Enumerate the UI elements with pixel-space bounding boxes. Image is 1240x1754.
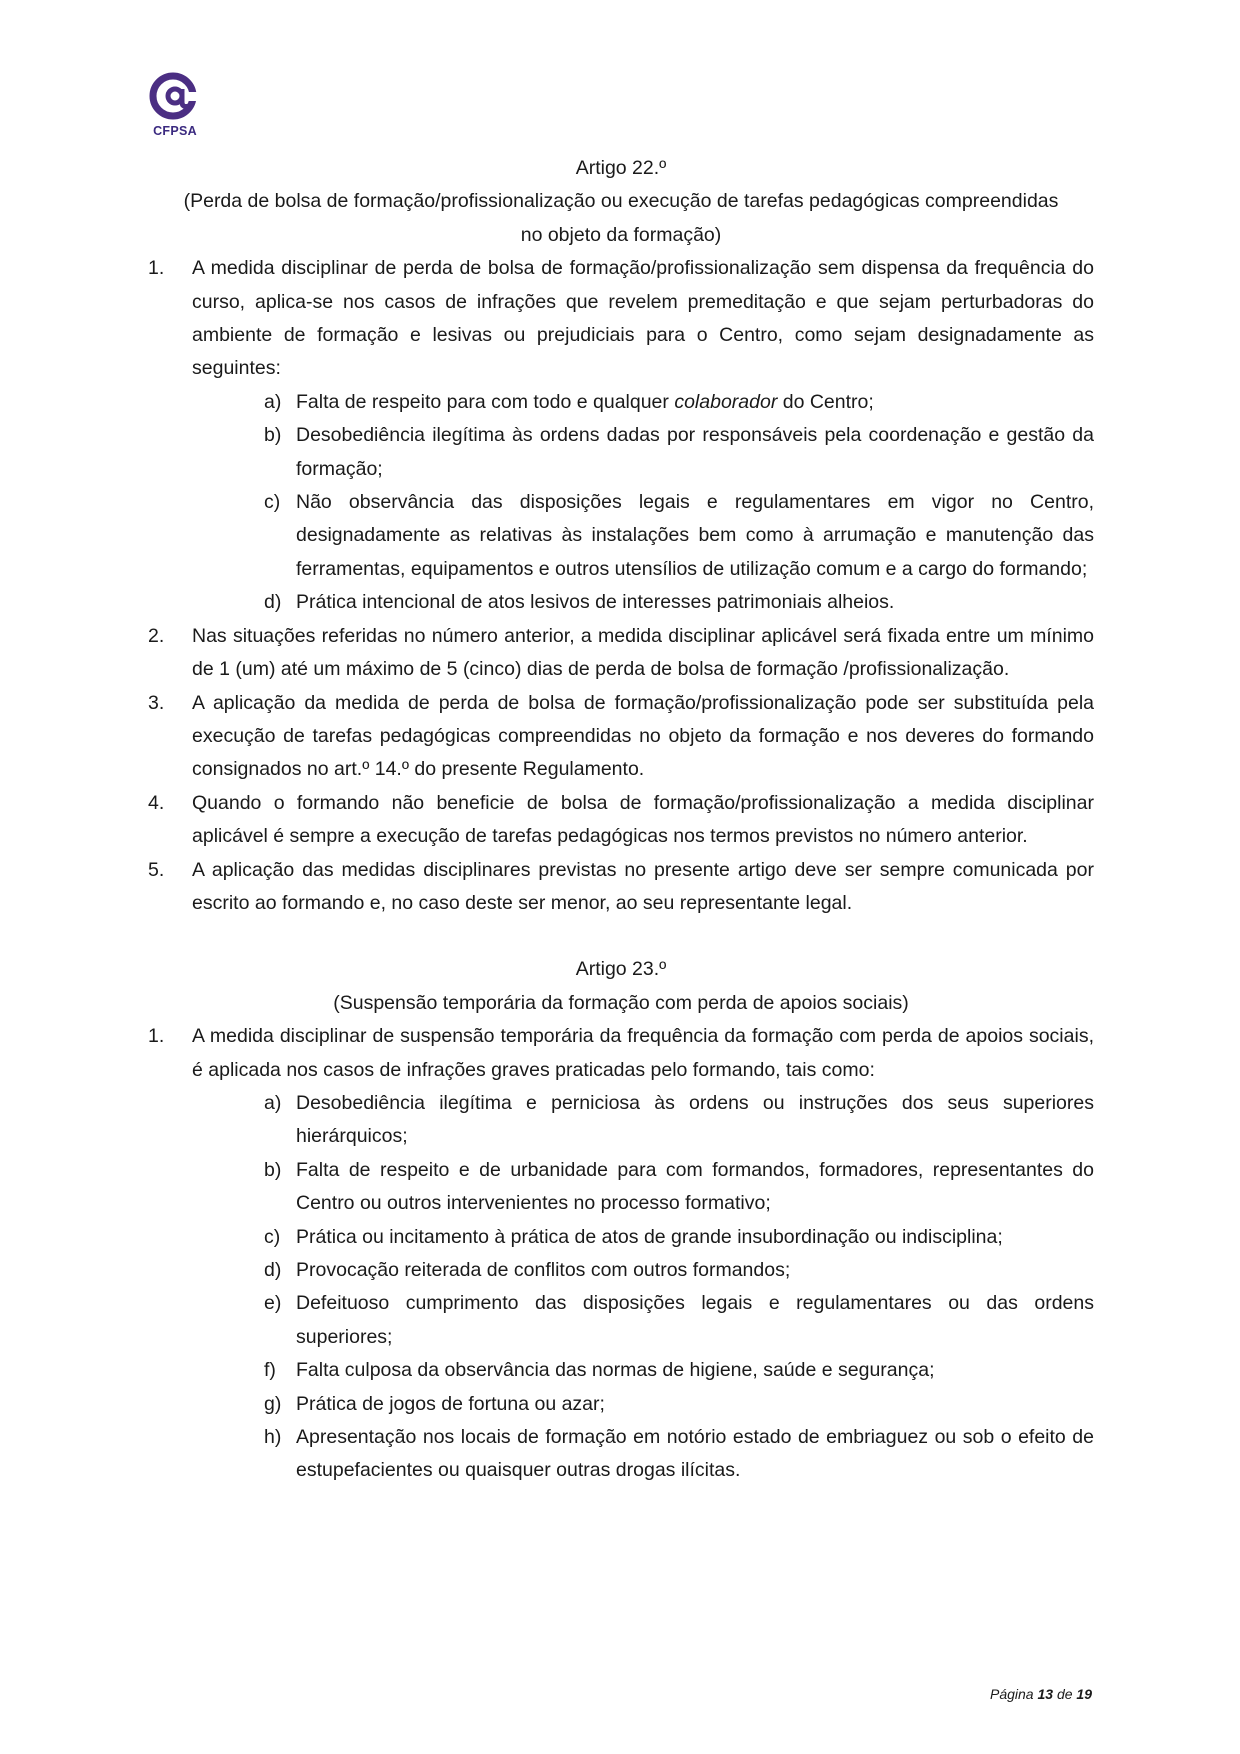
subitem-letter: c) bbox=[264, 491, 281, 514]
subitem-letter: h) bbox=[264, 1426, 282, 1449]
subitem-text-emphasis: colaborador bbox=[674, 390, 778, 413]
subitem-letter: b) bbox=[264, 1158, 282, 1181]
article-23-subitem-d bbox=[148, 1254, 1094, 1287]
item-text: Nas situações referidas no número anterior, a medida disciplinar aplicável será fixada entre um mínimo de 1 (um) até um máximo de 5 (cinco) dias de perda de bolsa de formação /profissionalização. bbox=[192, 624, 1094, 681]
subitem-letter: d) bbox=[264, 591, 282, 614]
article-22-item-2 bbox=[148, 620, 1094, 687]
item-number: 5. bbox=[148, 858, 165, 881]
article-22-subitem-a bbox=[148, 386, 1094, 419]
page-total: 19 bbox=[1076, 1686, 1092, 1702]
article-23-subitem-b bbox=[148, 1154, 1094, 1221]
subitem-text: Desobediência ilegítima às ordens dadas por responsáveis pela coordenação e gestão da formação; bbox=[296, 424, 1094, 480]
article-23-item-1 bbox=[148, 1020, 1094, 1087]
subitem-text: Desobediência ilegítima e perniciosa às ordens ou instruções dos seus superiores hierárquicos; bbox=[296, 1091, 1094, 1148]
article-22-subitem-d bbox=[148, 586, 1094, 619]
article-23-subitem-e bbox=[148, 1287, 1094, 1354]
logo-text: CFPSA bbox=[153, 124, 197, 138]
cfpsa-logo bbox=[145, 72, 205, 142]
article-22-item-3 bbox=[148, 687, 1094, 787]
article-22-title: Artigo 22.º bbox=[575, 157, 667, 179]
item-text: Quando o formando não beneficie de bolsa de formação/profissionalização a medida disciplinar aplicável é sempre a execução de tarefas pedagógicas nos termos previstos no número anterior. bbox=[192, 791, 1094, 848]
article-22-subtitle-line2: no objeto da formação) bbox=[520, 223, 722, 246]
article-22-item-1 bbox=[148, 252, 1094, 386]
subitem-text: Falta de respeito e de urbanidade para com formandos, formadores, representantes do Centro ou outros intervenientes no processo formativo; bbox=[296, 1158, 1094, 1215]
subitem-text: Provocação reiterada de conflitos com outros formandos; bbox=[296, 1259, 791, 1281]
subitem-letter: d) bbox=[264, 1259, 282, 1281]
article-22-subitem-b bbox=[148, 419, 1094, 486]
subitem-letter: a) bbox=[264, 390, 282, 413]
article-23-subitem-h bbox=[148, 1421, 1094, 1488]
subitem-text: Prática intencional de atos lesivos de interesses patrimoniais alheios. bbox=[296, 591, 895, 614]
article-22-item-4 bbox=[148, 787, 1094, 854]
subitem-text-pre: Falta de respeito para com todo e qualquer bbox=[296, 390, 675, 413]
subitem-text: Falta culposa da observância das normas de higiene, saúde e segurança; bbox=[296, 1359, 935, 1382]
page-separator: de bbox=[1056, 1686, 1073, 1702]
subitem-letter: e) bbox=[264, 1292, 282, 1315]
section-spacer bbox=[148, 920, 1094, 953]
subitem-text: Defeituoso cumprimento das disposições legais e regulamentares ou das ordens superiores; bbox=[296, 1292, 1094, 1348]
subitem-text: Prática de jogos de fortuna ou azar; bbox=[296, 1392, 605, 1415]
article-22-item-5 bbox=[148, 854, 1094, 921]
article-23-title: Artigo 23.º bbox=[575, 958, 667, 981]
article-23-subitem-f bbox=[148, 1354, 1094, 1387]
article-22-subitem-c bbox=[148, 486, 1094, 586]
article-23-subtitle: (Suspensão temporária da formação com perda de apoios sociais) bbox=[333, 991, 909, 1014]
item-text: A aplicação das medidas disciplinares previstas no presente artigo deve ser sempre comunicada por escrito ao formando e, no caso deste ser menor, ao seu representante legal. bbox=[192, 858, 1094, 914]
page-footer bbox=[990, 1686, 1092, 1702]
item-text: A medida disciplinar de perda de bolsa de formação/profissionalização sem dispensa da frequência do curso, aplica-se nos casos de infrações que revelem premeditação e que sejam perturbadoras do ambiente de formação e lesivas ou prejudiciais para o Centro, como sejam designadamente as seguintes: bbox=[192, 257, 1094, 380]
subitem-letter: g) bbox=[264, 1392, 282, 1415]
page-current: 13 bbox=[1037, 1686, 1054, 1702]
page-label: Página bbox=[990, 1686, 1034, 1702]
at-sign-logo-icon bbox=[145, 72, 205, 124]
subitem-letter: c) bbox=[264, 1225, 281, 1248]
item-text: A medida disciplinar de suspensão temporária da frequência da formação com perda de apoios sociais, é aplicada nos casos de infrações graves praticadas pelo formando, tais como: bbox=[192, 1025, 1094, 1081]
item-number: 1. bbox=[148, 257, 165, 280]
subitem-letter: f) bbox=[264, 1359, 276, 1382]
item-number: 4. bbox=[148, 791, 165, 814]
item-number: 3. bbox=[148, 691, 165, 714]
article-23-subitem-c bbox=[148, 1221, 1094, 1254]
article-22-subtitle-line1: (Perda de bolsa de formação/profissionalização ou execução de tarefas pedagógicas compreendidas bbox=[183, 190, 1059, 213]
item-text: A aplicação da medida de perda de bolsa de formação/profissionalização pode ser substituída pela execução de tarefas pedagógicas compreendidas no objeto da formação e nos deveres do formando consignados no art.º 14.º do presente Regulamento. bbox=[192, 691, 1094, 781]
item-number: 2. bbox=[148, 624, 165, 647]
subitem-text: Prática ou incitamento à prática de atos de grande insubordinação ou indisciplina; bbox=[296, 1225, 1003, 1248]
subitem-text: Não observância das disposições legais e regulamentares em vigor no Centro, designadamente as relativas às instalações bem como à arrumação e manutenção das ferramentas, equipamentos e outros utensílios de utilização comum e a cargo do formando; bbox=[296, 491, 1094, 580]
item-number: 1. bbox=[148, 1025, 165, 1048]
article-23-subitem-g bbox=[148, 1388, 1094, 1421]
document-body bbox=[148, 152, 1094, 1488]
subitem-letter: b) bbox=[264, 424, 282, 447]
subitem-letter: a) bbox=[264, 1091, 282, 1114]
subitem-text: Apresentação nos locais de formação em notório estado de embriaguez ou sob o efeito de estupefacientes ou quaisquer outras drogas ilícitas. bbox=[296, 1426, 1094, 1482]
subitem-text-post: do Centro; bbox=[777, 390, 874, 413]
article-23-subitem-a bbox=[148, 1087, 1094, 1154]
